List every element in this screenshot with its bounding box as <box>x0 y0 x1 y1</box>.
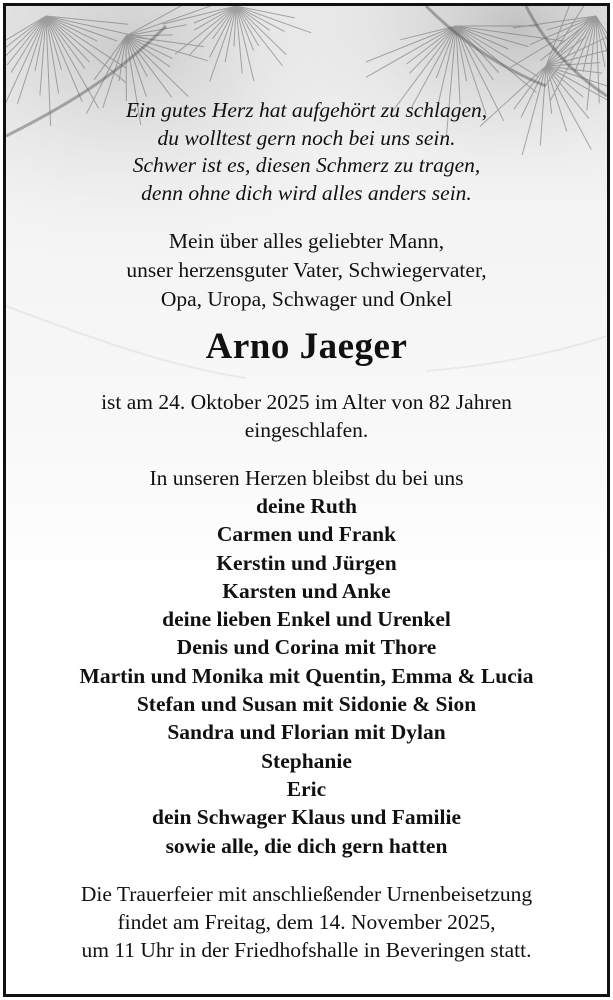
intro-line: Mein über alles geliebter Mann, <box>168 229 445 253</box>
intro-line: unser herzensguter Vater, Schwiegervater, <box>126 258 487 282</box>
deceased-name: Arno Jaeger <box>205 326 408 367</box>
mourner-entry: deine lieben Enkel und Urenkel <box>162 607 451 632</box>
funeral-line: um 11 Uhr in der Friedhofshalle in Beveringen statt. <box>81 938 532 962</box>
death-notice <box>6 388 607 444</box>
mourner-entry: Kerstin und Jürgen <box>216 550 397 575</box>
poem-line: du wolltest gern noch bei uns sein. <box>157 125 456 150</box>
funeral-details <box>6 880 607 964</box>
mourners-intro: In unseren Herzen bleibst du bei uns <box>149 466 464 490</box>
mourner-entry: Sandra und Florian mit Dylan <box>167 720 446 745</box>
mourner-entry: sowie alle, die dich gern hatten <box>165 833 448 858</box>
funeral-line: findet am Freitag, dem 14. November 2025, <box>117 910 496 934</box>
poem-line: Ein gutes Herz hat aufgehört zu schlagen, <box>125 98 488 122</box>
poem <box>6 97 607 207</box>
death-notice-line: ist am 24. Oktober 2025 im Alter von 82 Jahren <box>101 390 512 414</box>
mourner-entry: Stefan und Susan mit Sidonie & Sion <box>136 692 477 717</box>
mourner-entry: Karsten und Anke <box>222 578 391 603</box>
mourner-entry: Denis und Corina mit Thore <box>176 635 437 660</box>
mourners-list <box>6 492 607 860</box>
obituary-frame <box>3 3 610 997</box>
poem-line: denn ohne dich wird alles anders sein. <box>141 180 472 205</box>
relationship-intro <box>6 227 607 314</box>
intro-line: Opa, Uropa, Schwager und Onkel <box>160 287 453 311</box>
mourner-entry: Carmen und Frank <box>216 522 397 547</box>
mourner-entry: dein Schwager Klaus und Familie <box>151 805 461 830</box>
funeral-line: Die Trauerfeier mit anschließender Urnenbeisetzung <box>80 882 533 906</box>
mourner-entry: deine Ruth <box>256 494 357 518</box>
poem-line: Schwer ist es, diesen Schmerz zu tragen, <box>132 153 481 177</box>
death-notice-line: eingeschlafen. <box>244 418 369 442</box>
mourner-entry: Stephanie <box>261 748 352 773</box>
mourner-entry: Martin und Monika mit Quentin, Emma & Lucia <box>79 663 534 688</box>
mourner-entry: Eric <box>286 776 327 801</box>
